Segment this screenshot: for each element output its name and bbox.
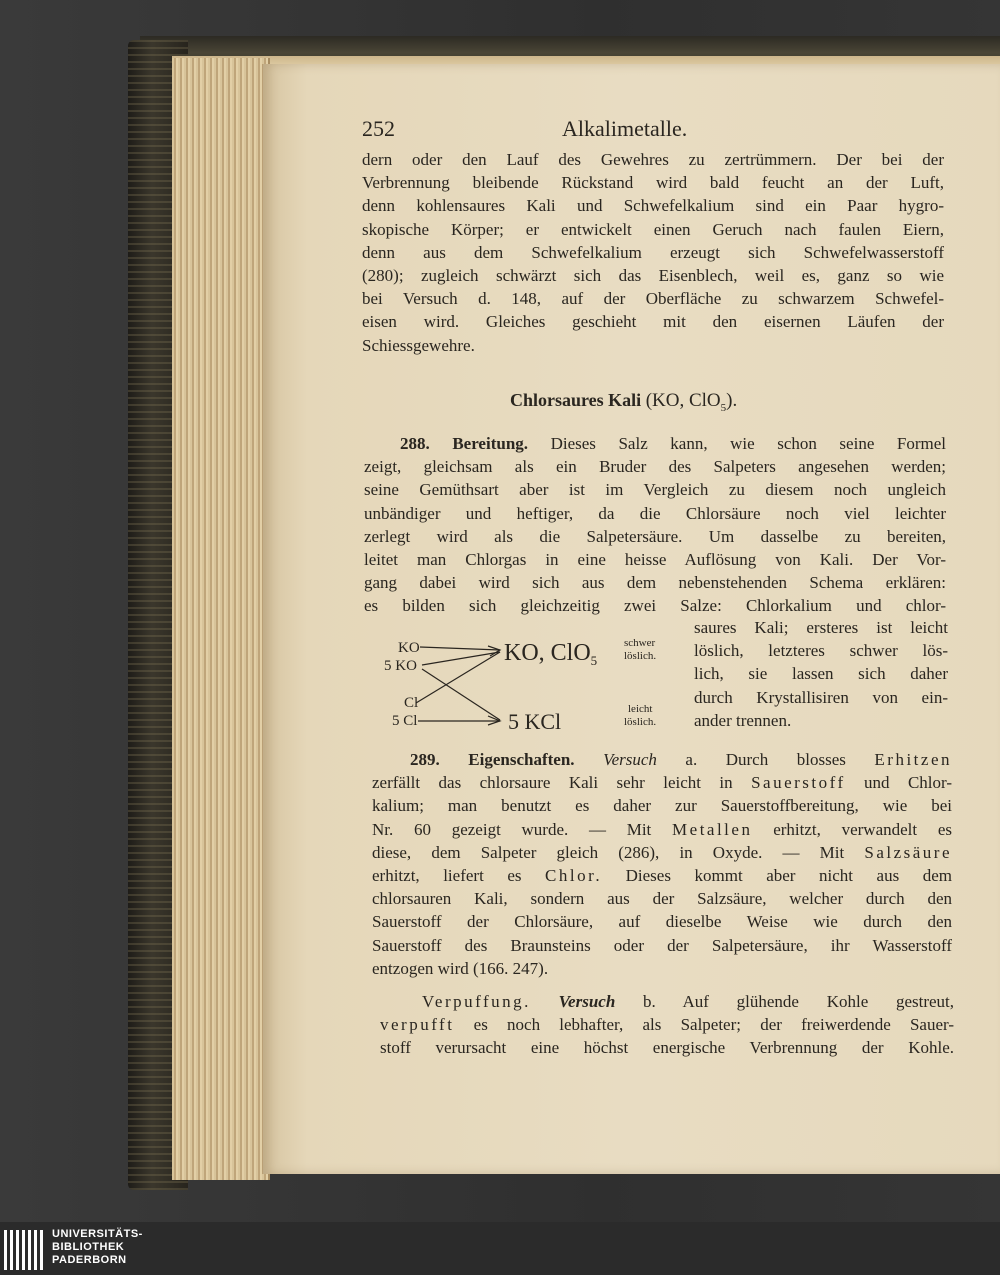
product-formula: KO, ClO$_5$	[504, 640, 598, 668]
text-line: dern oder den Lauf des Gewehres zu zertrümmern. Der bei der	[362, 150, 944, 169]
text-span: erhitzt, verwandelt es	[773, 819, 952, 839]
versuch-label: Versuch	[558, 992, 616, 1011]
text-line: chlorsauren Kali, sondern aus der Salzsäure, welcher durch den	[372, 889, 952, 909]
logo-line: PADERBORN	[52, 1254, 127, 1266]
library-logo-icon	[4, 1228, 48, 1272]
text-span: Dieses Salz kann, wie schon seine Formel	[550, 434, 946, 453]
text-line: gang dabei wird sich aus dem nebenstehenden Schema erklären:	[364, 573, 946, 593]
text-line: Schiessgewehre.	[362, 335, 475, 355]
solubility-label: löslich.	[624, 716, 657, 728]
text-line	[372, 748, 952, 771]
emphasis-spaced: Salzsäure	[864, 842, 952, 862]
paragraph-heading: Verpuffung.	[422, 992, 531, 1011]
text-line: kalium; man benutzt es daher zur Sauerstoffbereitung, wie bei	[372, 796, 952, 816]
text-span: Dieses kommt aber nicht aus dem	[625, 865, 952, 885]
reactant-label: KO	[398, 640, 420, 656]
product-formula: 5 KCl	[508, 709, 562, 734]
text-line	[364, 432, 946, 455]
section-heading	[510, 390, 737, 414]
page-block-edges	[172, 58, 270, 1180]
text-span: und Chlor-	[864, 773, 952, 793]
reactant-label: Cl	[404, 695, 419, 711]
text-line: eisen wird. Gleiches geschieht mit den eisernen Läufen der	[362, 312, 944, 332]
text-line: lich, sie lassen sich daher	[694, 664, 948, 684]
reaction-arrows	[416, 646, 500, 725]
text-line: seine Gemüthsart aber ist im Vergleich zu diesem noch ungleich	[364, 480, 946, 500]
emphasis-spaced: Chlor.	[545, 865, 603, 885]
running-head	[362, 116, 722, 142]
logo-line: BIBLIOTHEK	[52, 1241, 125, 1253]
text-span: zerfällt das chlorsaure Kali sehr leicht in	[372, 773, 733, 793]
logo-line: UNIVERSITÄTS-	[52, 1228, 143, 1240]
running-title: Alkalimetalle.	[562, 116, 688, 141]
text-line	[380, 990, 954, 1013]
paragraph-verpuffung	[380, 990, 954, 1060]
text-line	[372, 818, 952, 841]
text-line	[372, 771, 952, 794]
text-line	[372, 841, 952, 864]
emphasis-spaced: Metallen	[672, 819, 753, 839]
paragraph-heading: Eigenschaften.	[468, 750, 575, 769]
text-span: Nr. 60 gezeigt wurde. — Mit	[372, 819, 652, 839]
text-line: leitet man Chlorgas in eine heisse Auflösung von Kali. Der Vor-	[364, 549, 946, 569]
text-line: zerlegt wird als die Salpetersäure. Um dasselbe zu bereiten,	[364, 526, 946, 546]
paragraph-288	[364, 432, 946, 618]
text-line: stoff verursacht eine höchst energische Verbrennung der Kohle.	[380, 1038, 954, 1058]
text-line	[380, 1013, 954, 1036]
emphasis-spaced: verpufft	[380, 1015, 455, 1035]
solubility-label: leicht	[628, 703, 653, 715]
text-line	[372, 864, 952, 887]
section-heading-name: Chlorsaures Kali	[510, 390, 642, 410]
text-line: zeigt, gleichsam als ein Bruder des Salpeters angesehen werden;	[364, 457, 946, 477]
text-line: es bilden sich gleichzeitig zwei Salze: Chlorkalium und chlor-	[364, 596, 946, 616]
text-line: durch Krystallisiren von ein-	[694, 687, 948, 707]
text-line: löslich, letzteres schwer lös-	[694, 641, 948, 661]
reactant-label: 5 Cl	[392, 713, 418, 729]
library-logo-text	[52, 1228, 143, 1267]
section-heading-formula: (KO, ClO$_5$).	[645, 390, 738, 414]
text-line: Verbrennung bleibende Rückstand wird bald feucht an der Luft,	[362, 173, 944, 193]
text-line: saures Kali; ersteres ist leicht	[694, 618, 948, 637]
paragraph-number: 289.	[410, 750, 440, 769]
reaction-schema-diagram	[380, 628, 690, 738]
emphasis-spaced: Sauerstoff	[751, 773, 846, 793]
text-span: es noch lebhafter, als Salpeter; der freiwerdende Sauer-	[473, 1015, 954, 1035]
solubility-label: schwer	[624, 637, 656, 649]
text-line: Sauerstoff der Chlorsäure, auf dieselbe Weise wie durch den	[372, 912, 952, 932]
text-span: b. Auf glühende Kohle gestreut,	[643, 992, 954, 1011]
text-span: a. Durch blosses	[685, 750, 846, 769]
versuch-label: Versuch	[603, 750, 657, 769]
paragraph-289	[372, 748, 952, 980]
text-line: bei Versuch d. 148, auf der Oberfläche zu schwarzem Schwefel-	[362, 289, 944, 309]
page-number: 252	[362, 116, 395, 141]
text-span: erhitzt, liefert es	[372, 865, 522, 885]
emphasis-spaced: Erhitzen	[874, 750, 952, 769]
text-line: ander trennen.	[694, 710, 792, 730]
text-line: (280); zugleich schwärzt sich das Eisenblech, weil es, ganz so wie	[362, 265, 944, 285]
text-line: entzogen wird (166. 247).	[372, 958, 549, 978]
paragraph-heading: Bereitung.	[452, 434, 529, 453]
reactant-label: 5 KO	[384, 658, 417, 674]
text-line: denn aus dem Schwefelkalium erzeugt sich Schwefelwasserstoff	[362, 242, 944, 262]
text-span: diese, dem Salpeter gleich (286), in Oxyde. — Mit	[372, 842, 845, 862]
footer-bar	[0, 1222, 1000, 1275]
text-line: Sauerstoff des Braunsteins oder der Salpetersäure, ihr Wasserstoff	[372, 935, 952, 955]
paragraph-number: 288.	[400, 434, 430, 453]
solubility-label: löslich.	[624, 650, 657, 662]
text-line: skopische Körper; er entwickelt einen Geruch nach faulen Eiern,	[362, 219, 944, 239]
text-line: denn kohlensaures Kali und Schwefelkalium sind ein Paar hygro-	[362, 196, 944, 216]
diagram-side-text	[694, 616, 948, 732]
paragraph-continued	[362, 148, 944, 357]
text-line: unbändiger und heftiger, da die Chlorsäure noch viel leichter	[364, 503, 946, 523]
